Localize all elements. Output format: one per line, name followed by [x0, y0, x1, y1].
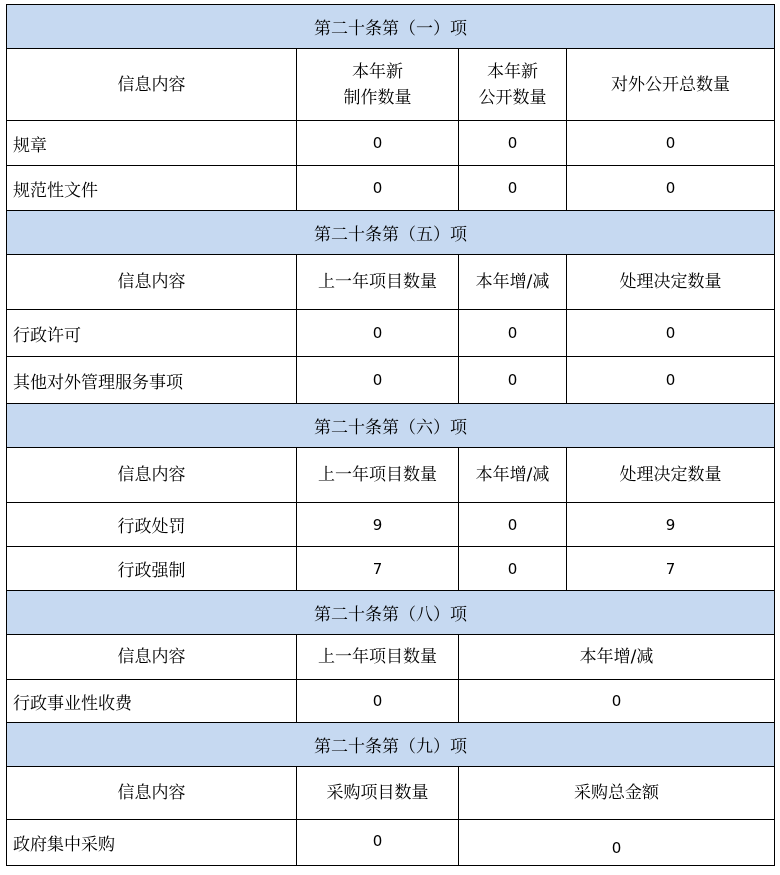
cell-value: 0 — [459, 121, 567, 166]
column-header-change: 本年增/减 — [459, 255, 567, 310]
cell-value: 0 — [459, 503, 567, 547]
cell-value: 0 — [297, 820, 459, 866]
row-label: 行政处罚 — [7, 503, 297, 547]
table-row — [7, 121, 775, 166]
row-label: 行政强制 — [7, 547, 297, 591]
cell-value: 0 — [297, 680, 459, 723]
row-label: 其他对外管理服务事项 — [7, 357, 297, 404]
cell-value: 0 — [567, 166, 775, 211]
cell-value: 9 — [567, 503, 775, 547]
table-row — [7, 503, 775, 547]
column-header-purchase-count: 采购项目数量 — [297, 767, 459, 820]
column-header-last-year: 上一年项目数量 — [297, 635, 459, 680]
table-row — [7, 310, 775, 357]
table-row — [7, 820, 775, 866]
section-title: 第二十条第（六）项 — [7, 404, 775, 448]
header-row — [7, 255, 775, 310]
column-header-last-year: 上一年项目数量 — [297, 448, 459, 503]
row-label: 行政事业性收费 — [7, 680, 297, 723]
cell-value: 0 — [297, 121, 459, 166]
cell-value: 0 — [297, 166, 459, 211]
cell-value: 0 — [459, 310, 567, 357]
column-header-last-year: 上一年项目数量 — [297, 255, 459, 310]
section-title-row — [7, 5, 775, 49]
cell-value: 0 — [459, 166, 567, 211]
table-row — [7, 166, 775, 211]
column-header-change: 本年增/减 — [459, 448, 567, 503]
cell-value: 0 — [567, 357, 775, 404]
table-row — [7, 547, 775, 591]
cell-value: 0 — [459, 820, 775, 866]
row-label: 规章 — [7, 121, 297, 166]
row-label: 政府集中采购 — [7, 820, 297, 866]
section-title-row — [7, 591, 775, 635]
table-row — [7, 680, 775, 723]
column-header-content: 信息内容 — [7, 767, 297, 820]
cell-value: 0 — [459, 547, 567, 591]
section-title: 第二十条第（九）项 — [7, 723, 775, 767]
row-label: 规范性文件 — [7, 166, 297, 211]
column-header-content: 信息内容 — [7, 635, 297, 680]
cell-value: 0 — [297, 310, 459, 357]
column-header-text: 本年新 制作数量 — [343, 61, 412, 108]
header-row — [7, 767, 775, 820]
cell-value: 7 — [567, 547, 775, 591]
column-header-decisions: 处理决定数量 — [567, 255, 775, 310]
column-header-content: 信息内容 — [7, 255, 297, 310]
header-row — [7, 49, 775, 121]
header-row — [7, 448, 775, 503]
column-header-content: 信息内容 — [7, 49, 297, 121]
column-header-new-made — [297, 49, 459, 121]
cell-value: 0 — [297, 357, 459, 404]
column-header-purchase-amount: 采购总金额 — [459, 767, 775, 820]
column-header-content: 信息内容 — [7, 448, 297, 503]
disclosure-table — [6, 4, 775, 866]
table-row — [7, 357, 775, 404]
section-title-row — [7, 404, 775, 448]
section-title-row — [7, 211, 775, 255]
cell-value: 0 — [567, 310, 775, 357]
section-title: 第二十条第（八）项 — [7, 591, 775, 635]
header-row — [7, 635, 775, 680]
row-label: 行政许可 — [7, 310, 297, 357]
section-title: 第二十条第（五）项 — [7, 211, 775, 255]
cell-value: 0 — [459, 357, 567, 404]
cell-value: 0 — [459, 680, 775, 723]
cell-value: 0 — [567, 121, 775, 166]
column-header-change: 本年增/减 — [459, 635, 775, 680]
cell-value: 7 — [297, 547, 459, 591]
cell-value: 9 — [297, 503, 459, 547]
section-title-row — [7, 723, 775, 767]
column-header-new-published — [459, 49, 567, 121]
column-header-text: 本年新 公开数量 — [478, 61, 547, 108]
section-title: 第二十条第（一）项 — [7, 5, 775, 49]
column-header-total-published: 对外公开总数量 — [567, 49, 775, 121]
column-header-decisions: 处理决定数量 — [567, 448, 775, 503]
